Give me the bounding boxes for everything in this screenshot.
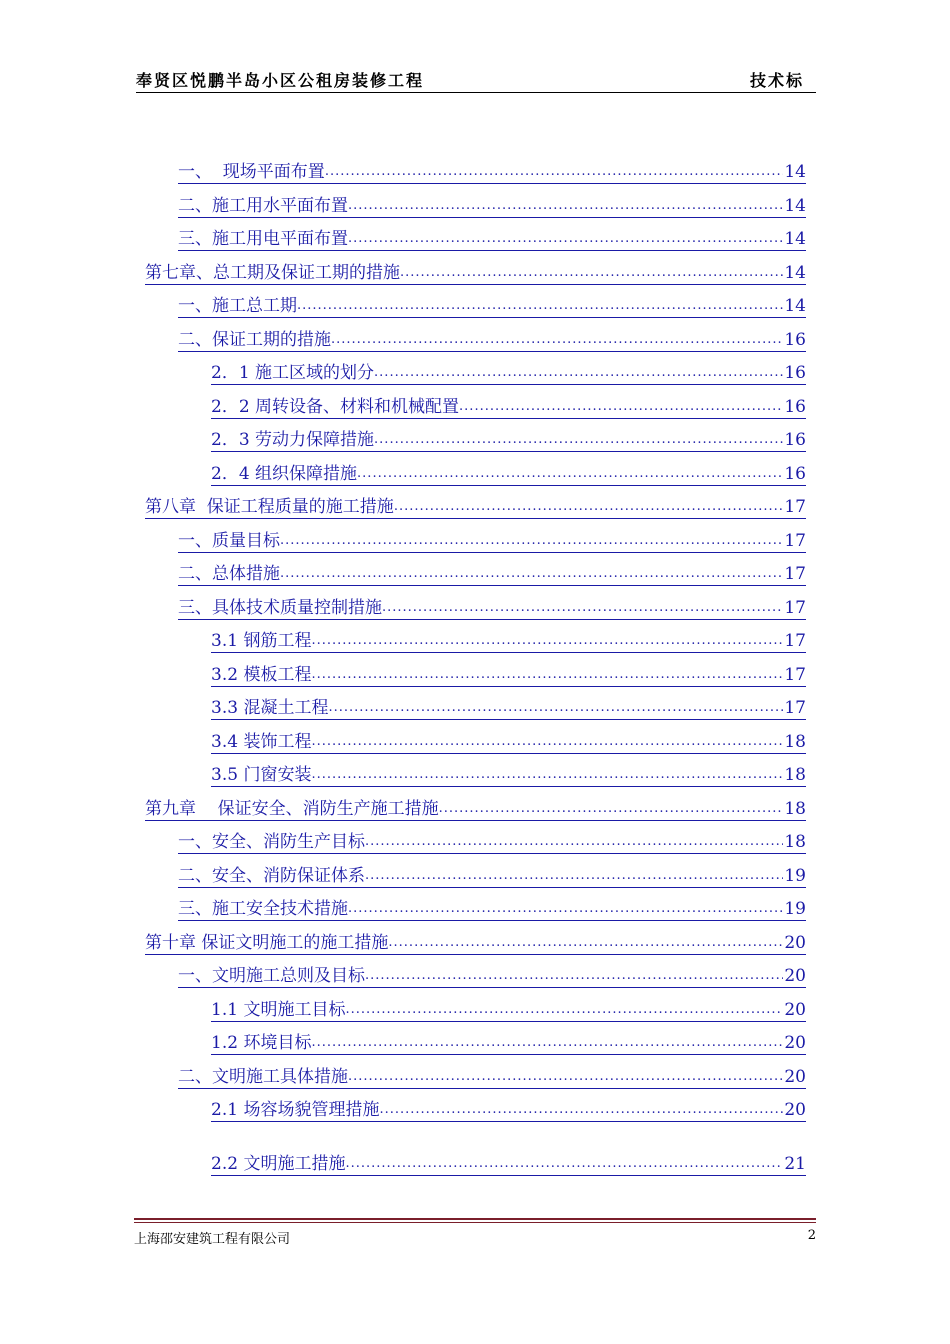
toc-entry[interactable]: [145, 797, 806, 821]
toc-entry-label: 2．4 组织保障措施: [211, 464, 358, 484]
toc-entry-page: 16: [784, 363, 806, 383]
toc-entry-page: 20: [784, 1000, 806, 1020]
toc-leader: [280, 563, 783, 586]
toc-entry[interactable]: [211, 629, 806, 653]
toc-entry-page: 20: [784, 1033, 806, 1053]
toc-entry-page: 14: [784, 196, 806, 216]
footer-page-number: 2: [807, 1228, 816, 1243]
toc-entry[interactable]: [178, 562, 806, 586]
toc-leader: [365, 865, 783, 888]
toc-entry-page: 16: [784, 430, 806, 450]
toc-entry-page: 17: [784, 598, 806, 618]
toc-entry[interactable]: [178, 964, 806, 988]
toc-entry-label: 二、施工用水平面布置: [178, 196, 348, 216]
toc-entry-label: 2.1 场容场貌管理措施: [211, 1100, 380, 1120]
toc-entry[interactable]: [178, 897, 806, 921]
toc-entry[interactable]: [211, 361, 806, 385]
toc-entry[interactable]: [178, 328, 806, 352]
toc-entry-page: 18: [784, 765, 806, 785]
header-doc-type: 技术标: [749, 71, 804, 90]
toc-entry[interactable]: [211, 696, 806, 720]
footer-divider-thin: [134, 1222, 816, 1223]
toc-entry[interactable]: [211, 395, 806, 419]
toc-entry[interactable]: [178, 1065, 806, 1089]
toc-leader: [439, 798, 784, 821]
toc-entry-label: 三、施工安全技术措施: [178, 899, 348, 919]
toc-entry-page: 17: [784, 531, 806, 551]
toc-leader: [348, 195, 783, 218]
toc-entry[interactable]: [178, 227, 806, 251]
toc-leader: [379, 1099, 783, 1122]
toc-entry-page: 17: [784, 497, 806, 517]
toc-entry-page: 20: [784, 966, 806, 986]
toc-entry-page: 17: [784, 665, 806, 685]
toc-leader: [357, 463, 783, 486]
toc-entry[interactable]: [145, 931, 806, 955]
toc-entry[interactable]: [211, 730, 806, 754]
toc-entry-label: 1.1 文明施工目标: [211, 1000, 346, 1020]
toc-leader: [331, 329, 783, 352]
toc-entry-label: 3.2 模板工程: [211, 665, 312, 685]
toc-entry-label: 一、施工总工期: [178, 296, 297, 316]
toc-entry-label: 第八章 保证工程质量的施工措施: [145, 497, 394, 517]
toc-entry-page: 18: [784, 832, 806, 852]
toc-entry[interactable]: [211, 1031, 806, 1055]
toc-leader: [311, 764, 783, 787]
header-title: 奉贤区悦鹏半岛小区公租房装修工程: [136, 71, 425, 90]
toc-entry-page: 20: [784, 1100, 806, 1120]
toc-entry-page: 17: [784, 631, 806, 651]
toc-entry-label: 3.1 钢筋工程: [211, 631, 312, 651]
toc-entry-page: 17: [784, 564, 806, 584]
toc-entry[interactable]: [178, 864, 806, 888]
toc-entry[interactable]: [211, 763, 806, 787]
toc-leader: [311, 1032, 783, 1055]
toc-leader: [297, 295, 783, 318]
toc-entry-label: 二、保证工期的措施: [178, 330, 331, 350]
toc-leader: [328, 697, 783, 720]
toc-leader: [348, 1066, 783, 1089]
toc-leader: [311, 630, 783, 653]
toc-entry-label: 二、文明施工具体措施: [178, 1067, 348, 1087]
toc-leader: [388, 932, 783, 955]
toc-leader: [365, 965, 783, 988]
toc-entry[interactable]: [178, 596, 806, 620]
toc-entry-label: 2.2 文明施工措施: [211, 1154, 346, 1174]
toc-leader: [345, 1153, 783, 1176]
toc-entry-page: 16: [784, 464, 806, 484]
toc-leader: [325, 161, 784, 184]
toc-entry-label: 3.5 门窗安装: [211, 765, 312, 785]
toc-leader: [374, 362, 783, 385]
toc-leader: [311, 664, 783, 687]
toc-entry-label: 一、质量目标: [178, 531, 280, 551]
toc-entry-label: 3.3 混凝土工程: [211, 698, 329, 718]
toc-entry-label: 2．2 周转设备、材料和机械配置: [211, 397, 460, 417]
toc-entry-label: 2．1 施工区域的划分: [211, 363, 375, 383]
toc-leader: [400, 262, 783, 285]
toc-entry-label: 二、总体措施: [178, 564, 280, 584]
toc-entry-page: 16: [784, 397, 806, 417]
toc-entry-page: 19: [784, 899, 806, 919]
toc-entry-label: 一、 现场平面布置: [178, 162, 325, 182]
footer-divider: [134, 1218, 816, 1220]
toc-entry-page: 19: [784, 866, 806, 886]
toc-entry-page: 17: [784, 698, 806, 718]
toc-leader: [345, 999, 783, 1022]
toc-entry-label: 三、具体技术质量控制措施: [178, 598, 382, 618]
toc-entry-label: 二、安全、消防保证体系: [178, 866, 365, 886]
toc-leader: [365, 831, 783, 854]
toc-entry-label: 3.4 装饰工程: [211, 732, 312, 752]
toc-leader: [280, 530, 783, 553]
toc-entry[interactable]: [178, 194, 806, 218]
toc-entry-page: 18: [784, 799, 806, 819]
toc-entry[interactable]: [145, 495, 806, 519]
footer-company: 上海邵安建筑工程有限公司: [134, 1232, 291, 1247]
toc-leader: [348, 228, 783, 251]
toc-leader: [459, 396, 783, 419]
toc-entry-page: 18: [784, 732, 806, 752]
toc-leader: [382, 597, 783, 620]
toc-entry-label: 第七章、总工期及保证工期的措施: [145, 263, 400, 283]
toc-entry[interactable]: [178, 830, 806, 854]
toc-entry[interactable]: [178, 160, 806, 184]
toc-entry[interactable]: [178, 529, 806, 553]
toc-entry-page: 20: [784, 1067, 806, 1087]
toc-entry-label: 一、安全、消防生产目标: [178, 832, 365, 852]
toc-entry-label: 2．3 劳动力保障措施: [211, 430, 375, 450]
toc-entry-page: 20: [784, 933, 806, 953]
toc-entry-label: 第十章 保证文明施工的施工措施: [145, 933, 389, 953]
toc-entry[interactable]: [211, 998, 806, 1022]
toc-entry[interactable]: [178, 294, 806, 318]
toc-entry[interactable]: [211, 428, 806, 452]
toc-entry-page: 14: [784, 296, 806, 316]
toc-entry-label: 一、文明施工总则及目标: [178, 966, 365, 986]
toc-entry-label: 第九章 保证安全、消防生产施工措施: [145, 799, 439, 819]
toc-entry-page: 21: [784, 1154, 806, 1174]
toc-entry-label: 三、施工用电平面布置: [178, 229, 348, 249]
toc-entry[interactable]: [211, 1098, 806, 1122]
toc-entry[interactable]: [145, 261, 806, 285]
toc-leader: [348, 898, 783, 921]
toc-entry-page: 14: [784, 263, 806, 283]
toc-entry[interactable]: [211, 1152, 806, 1176]
toc-leader: [311, 731, 783, 754]
toc-entry[interactable]: [211, 663, 806, 687]
toc-entry-page: 16: [784, 330, 806, 350]
toc-entry[interactable]: [211, 462, 806, 486]
toc-entry-page: 14: [784, 162, 806, 182]
toc-leader: [374, 429, 783, 452]
toc-leader: [394, 496, 784, 519]
toc-entry-label: 1.2 环境目标: [211, 1033, 312, 1053]
toc-entry-page: 14: [784, 229, 806, 249]
